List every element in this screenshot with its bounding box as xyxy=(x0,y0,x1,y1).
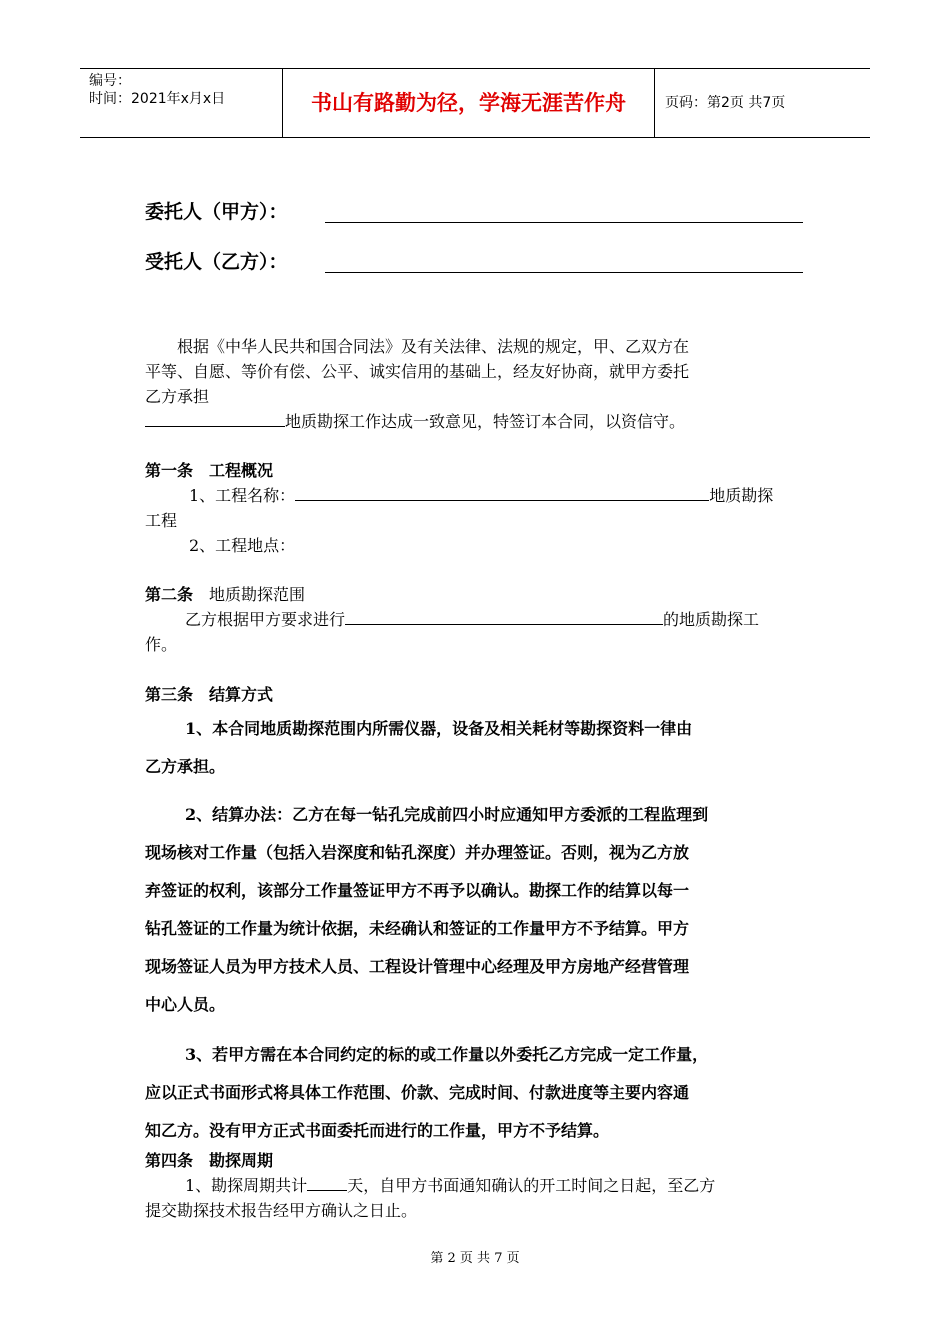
header-page-info: 页码：第2页 共7页 xyxy=(665,95,786,111)
a3p2-line-3: 弃签证的权利，该部分工作量签证甲方不再予以确认。勘探工作的结算以每一 xyxy=(145,881,690,900)
article-1-item-2: 2、工程地点： xyxy=(189,536,296,555)
page-footer: 第 2 页 共 7 页 xyxy=(430,1251,520,1266)
a3p2-line-5: 现场签证人员为甲方技术人员、工程设计管理中心经理及甲方房地产经营管理 xyxy=(145,957,690,976)
a3p3-line-1: 3、若甲方需在本合同约定的标的或工作量以外委托乙方完成一定工作量， xyxy=(185,1045,709,1064)
a3p3-line-2: 应以正式书面形式将具体工作范围、价款、完成时间、付款进度等主要内容通 xyxy=(145,1083,690,1102)
article-3-paragraph-1 xyxy=(145,710,807,786)
contractor-blank-line xyxy=(325,272,803,273)
page-header xyxy=(80,68,870,138)
a3p3-line-3: 知乙方。没有甲方正式书面委托而进行的工作量，甲方不予结算。 xyxy=(145,1121,610,1140)
article-2-suffix: 的地质勘探工 xyxy=(663,610,760,629)
client-party xyxy=(145,197,805,223)
intro-line-1: 根据《中华人民共和国合同法》及有关法律、法规的规定，甲、乙双方在 xyxy=(177,337,690,356)
article-1-item-1 xyxy=(145,483,807,508)
intro-line-2: 平等、自愿、等价有偿、公平、诚实信用的基础上，经友好协商，就甲方委托 xyxy=(145,362,690,381)
a3p2-line-2: 现场核对工作量（包括入岩深度和钻孔深度）并办理签证。否则，视为乙方放 xyxy=(145,843,690,862)
article-4 xyxy=(145,1148,807,1223)
client-label: 委托人（甲方）： xyxy=(145,201,288,223)
article-4-title: 第四条 勘探周期 xyxy=(145,1151,274,1170)
article-2-line-2: 作。 xyxy=(145,635,178,654)
article-1-title: 第一条 工程概况 xyxy=(145,461,274,480)
a3p2-line-4: 钻孔签证的工作量为统计依据，未经确认和签证的工作量甲方不予结算。甲方 xyxy=(145,919,690,938)
a3p1-line-1: 1、本合同地质勘探范围内所需仪器，设备及相关耗材等勘探资料一律由 xyxy=(185,719,693,738)
a3p1-line-2: 乙方承担。 xyxy=(145,757,226,776)
intro-paragraph xyxy=(145,334,807,434)
header-motto: 书山有路勤为径，学海无涯苦作舟 xyxy=(283,69,655,137)
a3p2-line-6: 中心人员。 xyxy=(145,995,226,1014)
article-4-suffix: 天，自甲方书面通知确认的开工时间之日起，至乙方 xyxy=(347,1176,716,1195)
article-2 xyxy=(145,582,807,657)
article-4-line-2: 提交勘探技术报告经甲方确认之日止。 xyxy=(145,1201,418,1220)
header-meta xyxy=(80,69,283,137)
contractor-label: 受托人（乙方）： xyxy=(145,251,288,273)
article-3-title xyxy=(145,682,807,707)
article-1 xyxy=(145,458,807,558)
article-3-paragraph-2 xyxy=(145,796,807,1024)
article-3-paragraph-3 xyxy=(145,1036,807,1150)
project-name-suffix: 地质勘探 xyxy=(709,486,774,505)
article-2-title-text: 地质勘探范围 xyxy=(193,585,306,604)
number-label: 编号： xyxy=(89,73,131,89)
project-name-label: 1、工程名称： xyxy=(189,486,296,505)
days-blank xyxy=(307,1173,347,1191)
article-4-prefix: 1、勘探周期共计 xyxy=(185,1176,308,1195)
intro-line-4-text: 地质勘探工作达成一致意见，特签订本合同，以资信守。 xyxy=(285,412,686,431)
article-2-line-1 xyxy=(145,607,807,632)
contractor-party xyxy=(145,247,805,273)
article-2-title xyxy=(145,582,807,607)
client-blank-line xyxy=(325,222,803,223)
intro-line-4 xyxy=(145,409,807,434)
article-2-prefix: 乙方根据甲方要求进行 xyxy=(185,610,346,629)
article-3-title-text: 第三条 结算方式 xyxy=(145,685,274,704)
a3p2-line-1: 2、结算办法：乙方在每一钻孔完成前四小时应通知甲方委派的工程监理到 xyxy=(185,805,709,824)
article-2-title-number: 第二条 xyxy=(145,585,194,604)
project-name-blank xyxy=(295,483,709,501)
project-blank-line xyxy=(145,409,285,427)
time-label: 时间：2021年x月x日 xyxy=(89,91,226,107)
article-4-line-1 xyxy=(145,1173,807,1198)
intro-line-3: 乙方承担 xyxy=(145,387,210,406)
scope-blank xyxy=(345,607,663,625)
article-1-item-1-cont: 工程 xyxy=(145,511,178,530)
